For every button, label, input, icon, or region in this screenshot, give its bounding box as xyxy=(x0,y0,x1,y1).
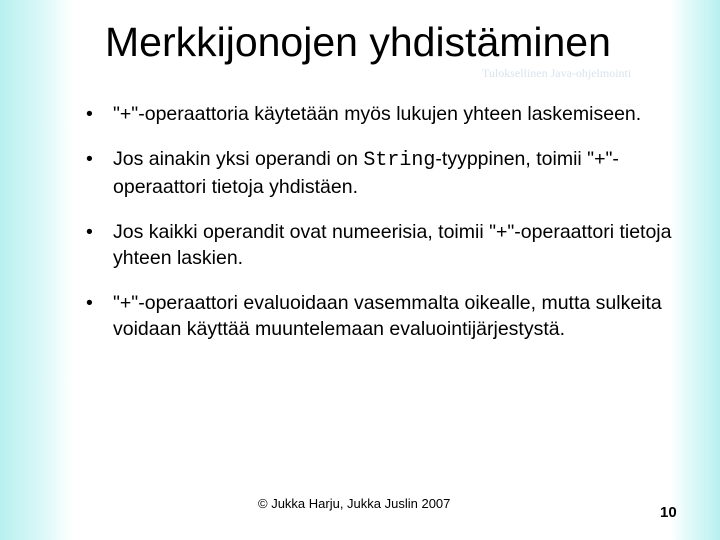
left-decorative-band xyxy=(0,0,72,540)
bullet-text-end: -tyyppinen, toimii "+"-operaattori tietoja yhdistäen. xyxy=(113,148,619,198)
bullet-item xyxy=(86,146,696,200)
page-number: 10 xyxy=(660,504,677,521)
copyright-footer: © Jukka Harju, Jukka Juslin 2007 xyxy=(258,496,451,511)
inline-code: String xyxy=(363,149,436,172)
slide-title: Merkkijonojen yhdistäminen xyxy=(105,19,611,65)
course-subtitle: Tuloksellinen Java-ohjelmointi xyxy=(482,66,632,80)
bullet-item xyxy=(86,219,696,271)
bullet-text: "+"-operaattori evaluoidaan vasemmalta oikealle, mutta sulkeita voidaan käyttää muuntelemaan evaluointijärjestystä. xyxy=(113,292,662,340)
bullet-item xyxy=(86,290,696,342)
bullet-text: "+"-operaattoria käytetään myös lukujen yhteen laskemiseen. xyxy=(113,103,642,125)
bullet-text-start: Jos ainakin yksi operandi on xyxy=(113,148,364,170)
bullet-list xyxy=(86,101,696,361)
bullet-item xyxy=(86,101,696,127)
bullet-text: Jos kaikki operandit ovat numeerisia, toimii "+"-operaattori tietoja yhteen laskien. xyxy=(113,221,672,269)
